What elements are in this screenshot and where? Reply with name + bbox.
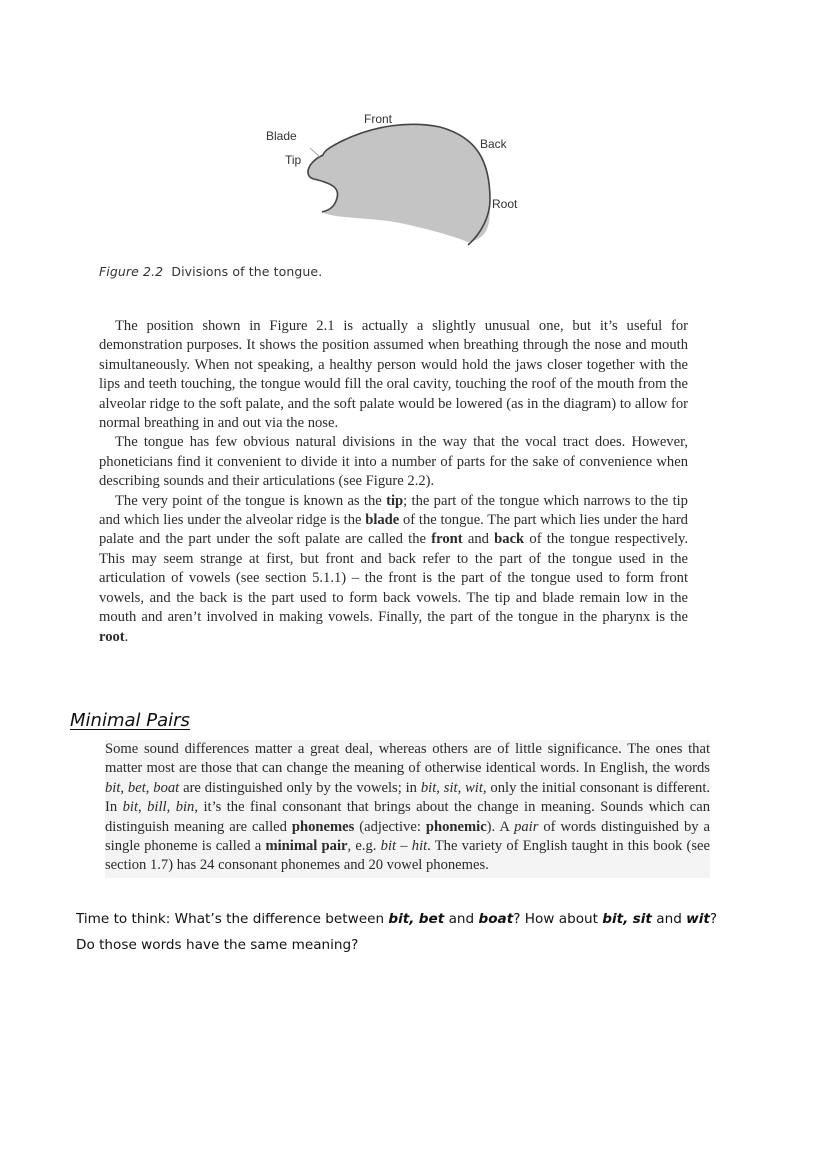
label-blade: Blade: [266, 129, 297, 143]
label-tip: Tip: [285, 153, 302, 167]
example-word: boat: [153, 779, 180, 796]
text: ? How about: [513, 911, 603, 927]
text: ,: [436, 779, 444, 796]
text: of the tongue. The part which lies under the hard palate and the part under the soft palate are called the: [99, 512, 688, 548]
tongue-shape-icon: [250, 105, 550, 255]
text: and: [444, 911, 479, 927]
caption-prefix: Figure 2.2: [99, 264, 164, 279]
text: (adjective:: [354, 818, 426, 835]
example-word: bit,: [388, 911, 415, 927]
term-minimal-pair: minimal pair: [265, 838, 348, 855]
text: ,: [457, 779, 466, 796]
example-word: bit: [420, 779, 437, 796]
example-word: pair: [514, 818, 539, 835]
term-root: root: [99, 628, 125, 645]
text: ,: [138, 799, 148, 816]
example-word: hit: [411, 838, 428, 855]
term-tip: tip: [386, 492, 404, 509]
text: , only the initial consonant is different. In: [105, 779, 711, 816]
example-word: bit,: [602, 911, 629, 927]
text: of words distinguished by a single phoneme is called a: [105, 818, 711, 855]
paragraph-2: The tongue has few obvious natural divisions in the way that the vocal tract does. However, phoneticians find it convenient to divide it into a number of parts for the sake of convenience when describing sounds and their articulations (see Figure 2.2).: [99, 434, 688, 490]
example-word: bin: [175, 799, 195, 816]
example-word: sit: [443, 779, 458, 796]
term-phonemes: phonemes: [291, 818, 355, 835]
example-word: sit: [632, 911, 652, 927]
text: ,: [166, 799, 176, 816]
example-word: boat: [478, 911, 514, 927]
label-front: Front: [364, 112, 393, 126]
minimal-pairs-text-block: [105, 740, 710, 878]
text: –: [396, 838, 412, 855]
text: Some sound differences matter a great deal, whereas others are of little significance. The ones that matter most are those that can change the meaning of otherwise identical words. In English, the words: [105, 741, 710, 777]
figure-caption: [99, 264, 322, 279]
example-word: wit: [465, 779, 483, 796]
tongue-text-block: [99, 317, 688, 647]
example-word: bit: [122, 799, 139, 816]
label-root: Root: [492, 197, 518, 211]
example-word: bill: [147, 799, 167, 816]
text: Time to think: What’s the difference between: [76, 911, 389, 927]
text: ). A: [486, 818, 515, 835]
text: . The variety of English taught in this book (see section 1.7) has 24 consonant phonemes and 20 vowel phonemes.: [105, 838, 710, 874]
text: of the tongue respectively. This may seem strange at first, but front and back refer to the part of the tongue used in the articulation of vowels (see section 5.1.1) – the front is the part of the tongue used to form front vowels, and the back is the part used to form back vowels. The tip and blade remain low in the mouth and aren’t involved in making vowels. Finally, the part of the tongue in the pharynx is the: [99, 531, 689, 626]
tongue-diagram: [250, 105, 550, 255]
text: , it’s the final consonant that brings about the change in meaning. Sounds which can distinguish meaning are called: [105, 799, 711, 835]
term-phonemic: phonemic: [425, 818, 487, 835]
time-to-think-prompt: [76, 906, 796, 958]
paragraph-3: [99, 492, 688, 647]
caption-text: Divisions of the tongue.: [171, 264, 323, 279]
minimal-pairs-paragraph: [105, 740, 710, 876]
text: ?: [709, 911, 718, 927]
text: ,: [120, 779, 128, 796]
think-line-1: [76, 906, 796, 932]
text: and: [462, 531, 495, 548]
example-word: bit: [105, 779, 121, 796]
text: .: [124, 628, 129, 645]
example-word: bet: [127, 779, 146, 796]
example-word: bit: [380, 838, 397, 855]
label-back: Back: [480, 137, 507, 151]
example-word: wit: [686, 911, 710, 927]
term-front: front: [431, 531, 463, 548]
section-heading: Minimal Pairs: [70, 710, 190, 731]
term-back: back: [494, 531, 525, 548]
term-blade: blade: [365, 512, 400, 529]
think-line-2: Do those words have the same meaning?: [76, 937, 359, 953]
paragraph-1: The position shown in Figure 2.1 is actually a slightly unusual one, but it’s useful for demonstration purposes. It shows the position assumed when breathing through the nose and mouth simultaneously. When not speaking, a healthy person would hold the jaws closer together with the lips and teeth touching, the tongue would fill the oral cavity, touching the roof of the mouth from the alveolar ridge to the soft palate, and the soft palate would be lowered (as in the diagram) to allow for normal breathing in and out via the nose.: [99, 318, 688, 432]
text: ,: [145, 779, 154, 796]
text: ; the part of the tongue which narrows to the tip and which lies under the alveolar ridge is the: [99, 492, 688, 529]
text: and: [651, 911, 687, 927]
text: , e.g.: [347, 838, 381, 855]
example-word: bet: [418, 911, 445, 927]
text: The very point of the tongue is known as the: [115, 492, 387, 509]
text: are distinguished only by the vowels; in: [179, 779, 421, 796]
